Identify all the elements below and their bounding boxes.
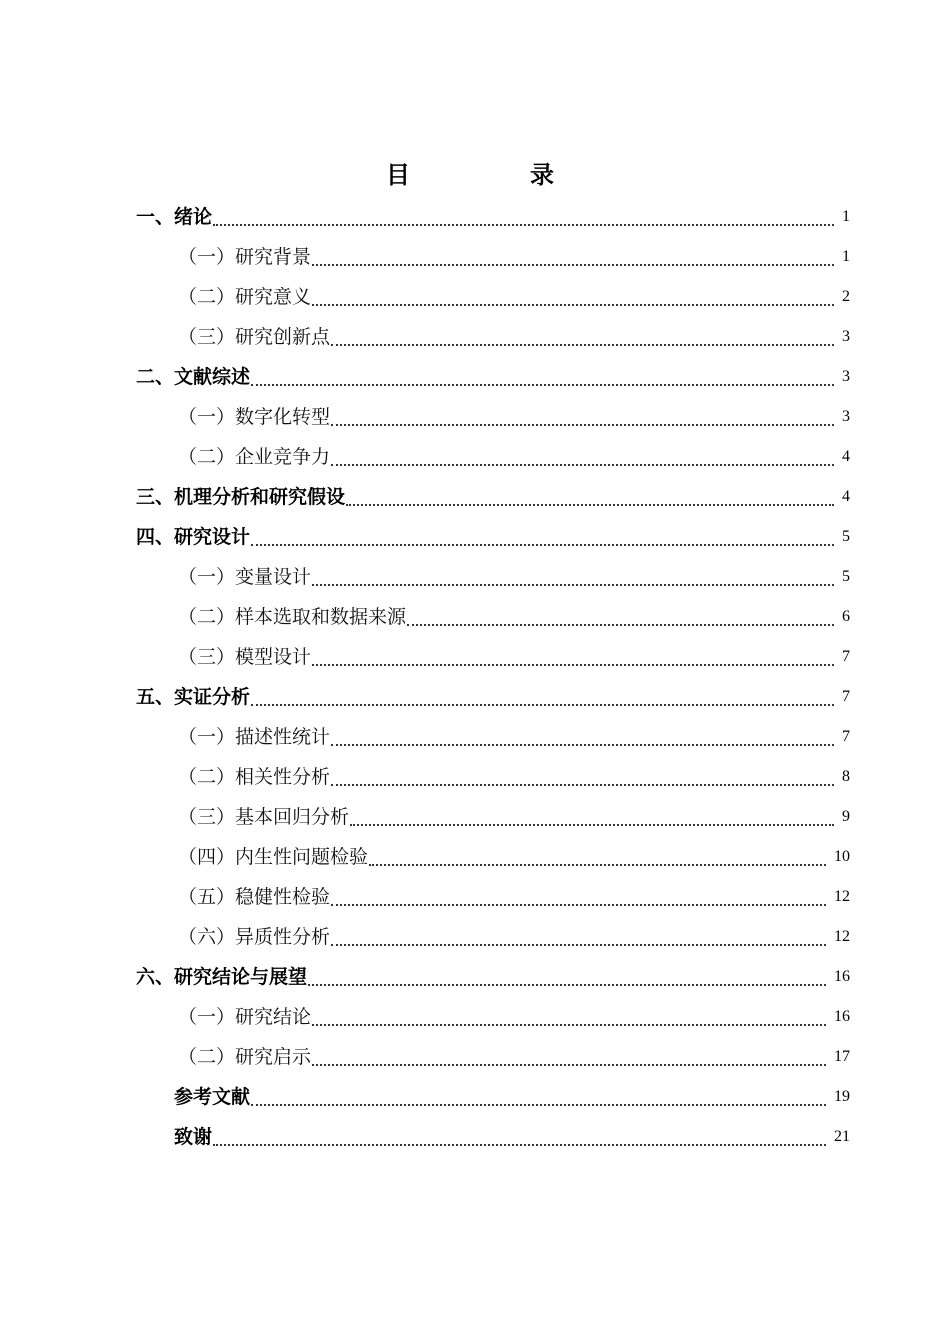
toc-subsection-entry[interactable]	[0, 595, 950, 635]
toc-section-entry[interactable]	[0, 955, 950, 995]
toc-dot-leader	[213, 1144, 826, 1146]
toc-dot-leader	[251, 384, 834, 386]
toc-subsection-entry[interactable]	[0, 755, 950, 795]
toc-entry-label: （二）研究意义	[178, 286, 312, 308]
toc-subsection-entry[interactable]	[0, 1035, 950, 1075]
toc-entry-label: 三、机理分析和研究假设	[136, 486, 346, 508]
toc-entry-label: （二）相关性分析	[178, 766, 331, 788]
toc-entry-label: （一）变量设计	[178, 566, 312, 588]
toc-dot-leader	[312, 664, 834, 666]
toc-dot-leader	[346, 504, 834, 506]
toc-page-number: 21	[834, 1128, 850, 1145]
toc-dot-leader	[213, 224, 834, 226]
toc-section-entry[interactable]	[0, 675, 950, 715]
toc-entry-label: （三）模型设计	[178, 646, 312, 668]
toc-entry-label: （五）稳健性检验	[178, 886, 331, 908]
toc-entry-label: （一）数字化转型	[178, 406, 331, 428]
toc-page-number: 17	[834, 1048, 850, 1065]
toc-dot-leader	[312, 264, 834, 266]
toc-subsection-entry[interactable]	[0, 555, 950, 595]
toc-page-number: 19	[834, 1088, 850, 1105]
toc-subsection-entry[interactable]	[0, 435, 950, 475]
toc-entry-label: （一）描述性统计	[178, 726, 331, 748]
toc-entry-label: 参考文献	[174, 1086, 251, 1108]
toc-entry-label: 一、绪论	[136, 206, 213, 228]
toc-subsection-entry[interactable]	[0, 795, 950, 835]
toc-dot-leader	[331, 464, 834, 466]
toc-section-entry[interactable]	[0, 475, 950, 515]
toc-dot-leader	[331, 424, 834, 426]
toc-page-number: 1	[842, 208, 850, 225]
toc-dot-leader	[312, 304, 834, 306]
toc-page-number: 16	[834, 968, 850, 985]
toc-dot-leader	[331, 744, 834, 746]
toc-subsection-entry[interactable]	[0, 635, 950, 675]
toc-entry-label: 四、研究设计	[136, 526, 251, 548]
toc-page-number: 9	[842, 808, 850, 825]
toc-title: 目 录	[386, 161, 602, 189]
toc-entry-label: 致谢	[174, 1126, 213, 1148]
toc-subsection-entry[interactable]	[0, 875, 950, 915]
toc-subsection-entry[interactable]	[0, 835, 950, 875]
toc-subsection-entry[interactable]	[0, 395, 950, 435]
toc-entry-label: （六）异质性分析	[178, 926, 331, 948]
toc-entry-label: （三）研究创新点	[178, 326, 331, 348]
toc-dot-leader	[369, 864, 826, 866]
toc-page-number: 10	[834, 848, 850, 865]
toc-page-number: 12	[834, 888, 850, 905]
toc-dot-leader	[251, 704, 834, 706]
toc-section-entry[interactable]	[0, 1075, 950, 1115]
toc-subsection-entry[interactable]	[0, 915, 950, 955]
toc-page-number: 1	[842, 248, 850, 265]
toc-subsection-entry[interactable]	[0, 235, 950, 275]
toc-page-number: 7	[842, 728, 850, 745]
toc-dot-leader	[312, 1064, 826, 1066]
toc-section-entry[interactable]	[0, 1115, 950, 1155]
toc-subsection-entry[interactable]	[0, 995, 950, 1035]
toc-entry-label: （四）内生性问题检验	[178, 846, 369, 868]
toc-dot-leader	[331, 784, 834, 786]
toc-dot-leader	[251, 1104, 826, 1106]
toc-page-number: 4	[842, 488, 850, 505]
toc-dot-leader	[308, 984, 826, 986]
toc-entry-label: （三）基本回归分析	[178, 806, 350, 828]
toc-entry-label: （二）样本选取和数据来源	[178, 606, 407, 628]
toc-entry-label: （一）研究结论	[178, 1006, 312, 1028]
toc-page-number: 3	[842, 408, 850, 425]
toc-page-number: 6	[842, 608, 850, 625]
toc-entry-label: （一）研究背景	[178, 246, 312, 268]
toc-page-number: 7	[842, 648, 850, 665]
table-of-contents	[0, 195, 950, 1155]
toc-page-number: 5	[842, 528, 850, 545]
toc-entry-label: 六、研究结论与展望	[136, 966, 308, 988]
toc-dot-leader	[251, 544, 834, 546]
toc-page-number: 5	[842, 568, 850, 585]
toc-dot-leader	[407, 624, 834, 626]
toc-page-number: 12	[834, 928, 850, 945]
toc-entry-label: 五、实证分析	[136, 686, 251, 708]
toc-entry-label: 二、文献综述	[136, 366, 251, 388]
toc-page-number: 3	[842, 368, 850, 385]
toc-page-number: 4	[842, 448, 850, 465]
toc-dot-leader	[350, 824, 834, 826]
toc-section-entry[interactable]	[0, 195, 950, 235]
toc-entry-label: （二）企业竞争力	[178, 446, 331, 468]
toc-subsection-entry[interactable]	[0, 315, 950, 355]
toc-dot-leader	[331, 904, 826, 906]
toc-page-number: 7	[842, 688, 850, 705]
toc-entry-label: （二）研究启示	[178, 1046, 312, 1068]
toc-dot-leader	[312, 1024, 826, 1026]
toc-section-entry[interactable]	[0, 355, 950, 395]
toc-subsection-entry[interactable]	[0, 715, 950, 755]
toc-dot-leader	[312, 584, 834, 586]
toc-page-number: 2	[842, 288, 850, 305]
toc-page-number: 3	[842, 328, 850, 345]
toc-page-number: 8	[842, 768, 850, 785]
toc-section-entry[interactable]	[0, 515, 950, 555]
toc-page-number: 16	[834, 1008, 850, 1025]
toc-dot-leader	[331, 344, 834, 346]
toc-dot-leader	[331, 944, 826, 946]
toc-subsection-entry[interactable]	[0, 275, 950, 315]
